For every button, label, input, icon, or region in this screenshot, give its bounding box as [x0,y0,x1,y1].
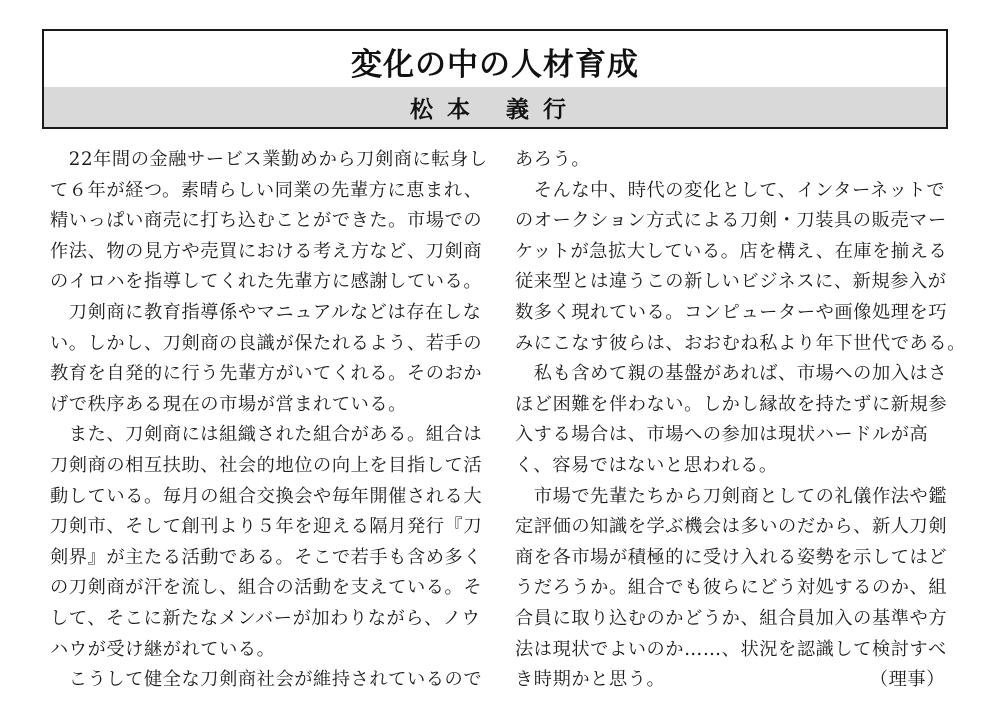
text-line: ほど困難を伴わない。しかし縁故を持たずに新規参 [515,393,948,415]
text-line: 市場で先輩たちから刀剣商としての礼儀作法や鑑 [515,485,948,507]
text-line: 作法、物の見方や売買における考え方など、刀剣商 [50,240,483,262]
text-line: 従来型とは違うこの新しいビジネスに、新規参入が [515,271,947,293]
text-line: ハウが受け継がれている。 [50,638,276,660]
body-column-right [515,145,966,696]
text-line: 刀剣商の相互扶助、社会的地位の向上を目指して活 [50,454,483,476]
text-line: て６年が経つ。素晴らしい同業の先輩方に恵まれ、 [50,179,483,201]
text-line: うだろうか。組合でも彼らにどう対処するのか、組 [515,577,948,599]
text-line: 刀剣市、そして創刊より５年を迎える隔月発行『刀 [50,516,483,538]
author-band [44,87,946,127]
text-line: 入する場合は、市場への参加は現状ハードルが高 [515,424,929,446]
text-line: の刀剣商が汗を流し、組合の活動を支えている。そ [50,577,483,599]
text-line: また、刀剣商には組織された組合がある。組合は [50,424,483,446]
text-line: 刀剣商に教育指導係やマニュアルなどは存在しな [50,301,482,323]
text-line: のイロハを指導してくれた先輩方に感謝している。 [50,271,483,293]
text-line: そんな中、時代の変化として、インターネットで [515,179,946,201]
text-line: みにこなす彼らは、おおむね私より年下世代である。 [515,332,966,354]
text-line: い。しかし、刀剣商の良識が保たれるよう、若手の [50,332,483,354]
author-name: 松本 義行 [409,96,580,123]
text-line: く、容易ではないと思われる。 [515,454,778,476]
text-line: 精いっぱい商売に打ち込むことができた。市場での [50,210,483,232]
text-line: あろう。 [515,149,591,170]
header-box [42,29,948,129]
text-line: 教育を自発的に行う先輩方がいてくれる。そのおか [50,363,483,385]
text-line: 数多く現れている。コンピューターや画像処理を巧 [515,301,948,323]
text-line: 私も含めて親の基盤があれば、市場への加入はさ [515,363,948,385]
text-line: のオークション方式による刀剣・刀装具の販売マー [515,210,947,232]
text-line: 剣界』が主たる活動である。そこで若手も含め多く [50,546,483,568]
closing-text: き時期かと思う。 [515,669,666,691]
article-title: 変化の中の人材育成 [351,47,639,83]
text-line: げで秩序ある現在の市場が営まれている。 [50,393,407,415]
text-line: 定評価の知識を学ぶ機会は多いのだから、新人刀剣 [515,516,948,538]
text-line: して、そこに新たなメンバーが加わりながら、ノウ [50,607,481,629]
text-line: 動している。毎月の組合交換会や毎年開催される大 [50,485,483,507]
text-line-last [515,665,951,696]
author-role: （理事） [869,669,945,691]
text-line: 商を各市場が積極的に受け入れる姿勢を示してはど [515,546,948,568]
text-line: こうして健全な刀剣商社会が維持されているので [50,669,483,691]
text-line: 合員に取り込むのかどうか、組合員加入の基準や方 [515,607,948,629]
text-line: 法は現状でよいのか……、状況を認識して検討すべ [515,638,947,660]
text-line: 22年間の金融サービス業勤めから刀剣商に転身し [50,149,488,170]
body-column-left [50,145,486,696]
text-line: ケットが急拡大している。店を構え、在庫を揃える [515,240,948,262]
